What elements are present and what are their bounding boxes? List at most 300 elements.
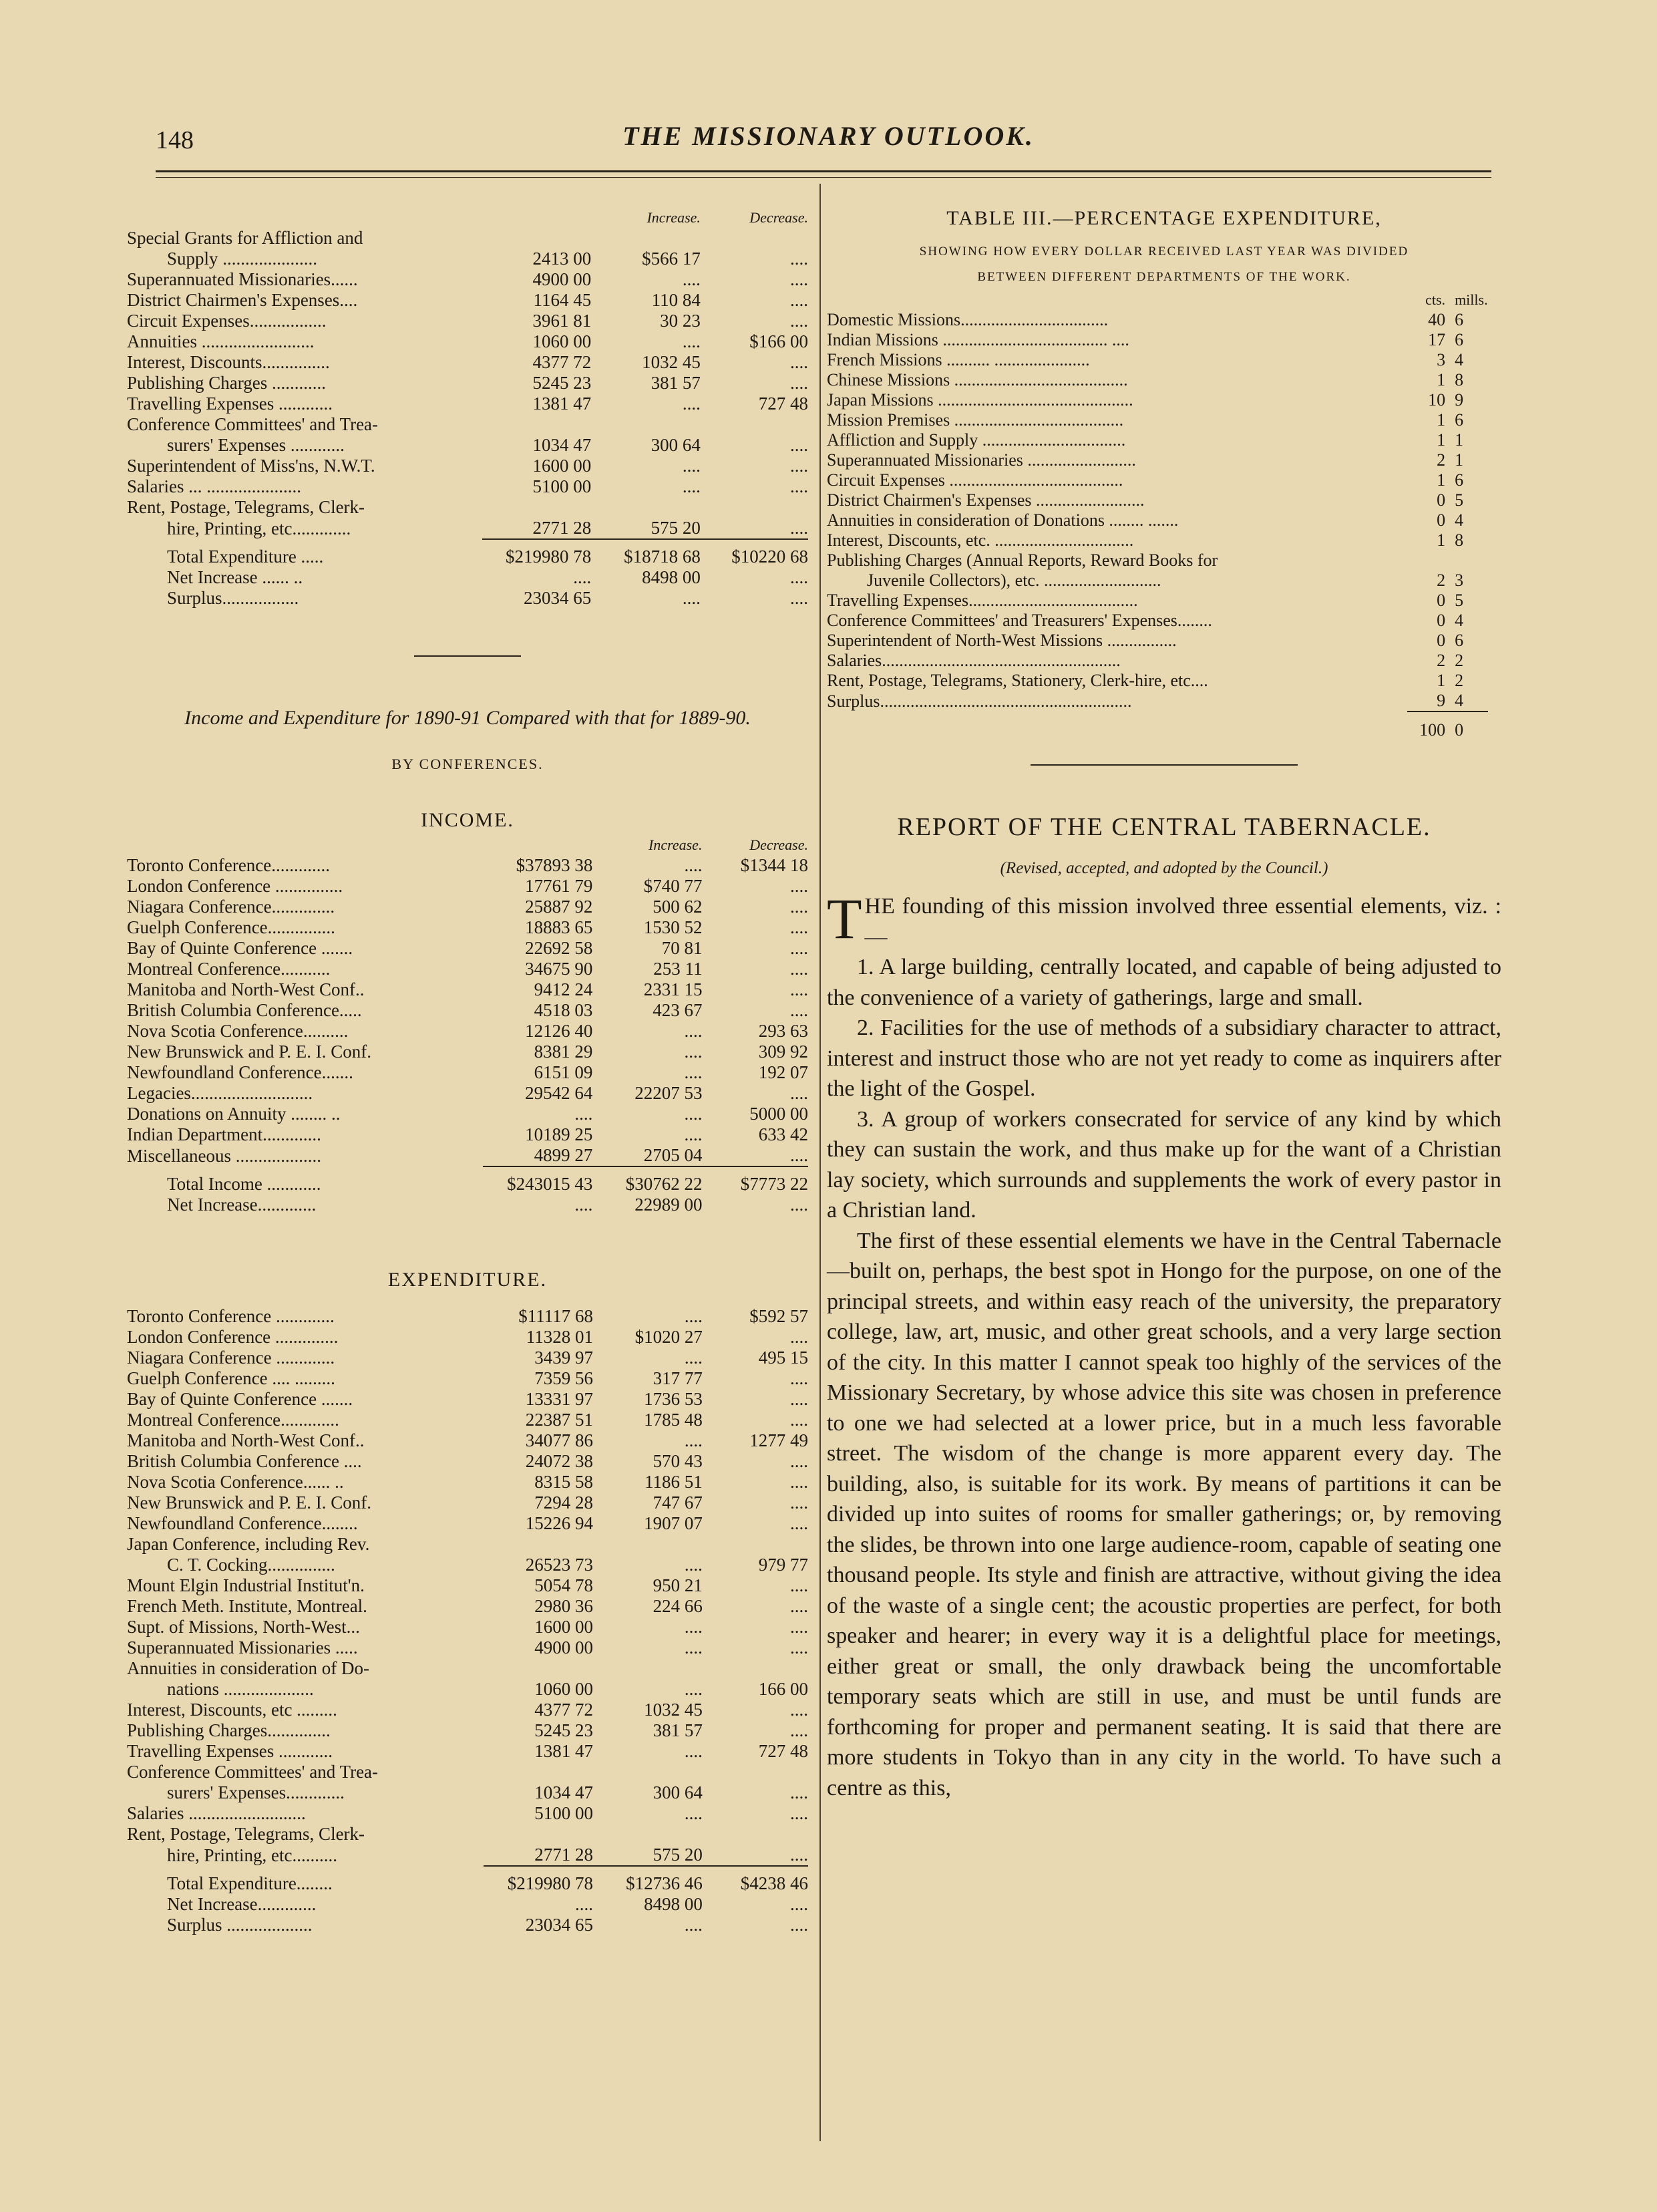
row-label: Conference Committees' and Trea- bbox=[127, 414, 379, 434]
decrease-cell: .... bbox=[790, 959, 808, 979]
increase-cell bbox=[613, 1824, 716, 1845]
report-paragraph-5: The first of these essential elements we have in the Central Tabernacle—built on, perhaps, the best spot in Hongo for the purpose, on one of the principal streets, and within easy reach of the university, the preparatory college, law, art, music, and other great schools, and a very large section of the city. In this matter I cannot speak too highly of the services of the Missionary Secretary, by whose advice this site was chosen in preference to one we had selected at a lower price, but in a much less favorable street. The wisdom of the change is more apparent every day. The building, also, is suitable for its work. By means of partitions it can be divided up into suites of rooms for smaller gatherings; or, by removing the slides, be thrown into one large audience-room, capable of seating one thousand people. Its style and finish are attractive, without giving the idea of the waste of a single cent; the acoustic properties are perfect, for both speaker and hearer; in every way it is a delightful place for meetings, either great or small, the only drawback being the uncomfortable temporary seats which are still in use, and must be until funds are forthcoming for proper and permanent seating. It is said that there are more students in Tokyo than in any city in the world. To have such a centre as this, bbox=[827, 1228, 1501, 1800]
table-row bbox=[127, 228, 808, 249]
increase-cell: 570 43 bbox=[653, 1451, 703, 1471]
amount-cell: 8315 58 bbox=[534, 1472, 593, 1492]
decrease-cell bbox=[714, 497, 808, 518]
table-row bbox=[127, 1083, 808, 1104]
expenditure-table bbox=[127, 1306, 808, 1935]
increase-cell: 317 77 bbox=[653, 1368, 703, 1388]
increase-cell: 253 11 bbox=[653, 959, 703, 979]
total-row bbox=[127, 588, 808, 609]
increase-cell: .... bbox=[684, 1741, 703, 1761]
decrease-cell: .... bbox=[790, 1410, 808, 1430]
decrease-cell: .... bbox=[790, 269, 808, 289]
decrease-cell: $10220 68 bbox=[714, 539, 808, 567]
mills-cell: 4 bbox=[1455, 350, 1464, 369]
mills-cell: 1 bbox=[1455, 450, 1464, 470]
increase-cell: 30 23 bbox=[660, 311, 701, 331]
increase-cell: .... bbox=[684, 1021, 703, 1041]
table3-subtitle-2: BETWEEN DIFFERENT DEPARTMENTS OF THE WORK. bbox=[977, 270, 1351, 284]
mills-cell: 5 bbox=[1455, 490, 1464, 510]
amount-cell: 7359 56 bbox=[534, 1368, 593, 1388]
decrease-cell: .... bbox=[790, 1145, 808, 1165]
amount-cell bbox=[482, 414, 611, 435]
column-header-row bbox=[127, 834, 808, 855]
table-row bbox=[827, 410, 1488, 430]
increase-header: Increase. bbox=[647, 209, 701, 226]
report-subtitle: (Revised, accepted, and adopted by the Council.) bbox=[1000, 859, 1328, 877]
table-row bbox=[127, 1513, 808, 1534]
row-label: Juvenile Collectors), etc. ........................... bbox=[867, 571, 1161, 590]
cents-cell: 40 bbox=[1428, 310, 1446, 329]
amount-cell: 1600 00 bbox=[532, 456, 592, 476]
cents-cell: 0 bbox=[1437, 490, 1446, 510]
increase-cell: .... bbox=[684, 1803, 703, 1823]
decrease-cell: 166 00 bbox=[758, 1679, 808, 1699]
amount-cell: $243015 43 bbox=[483, 1166, 612, 1195]
amount-cell: 2413 00 bbox=[532, 249, 592, 269]
row-label: Superannuated Missionaries ..... bbox=[127, 1637, 358, 1657]
section-divider bbox=[414, 655, 521, 657]
row-label: French Meth. Institute, Montreal. bbox=[127, 1596, 367, 1616]
decrease-cell: 192 07 bbox=[758, 1062, 808, 1082]
amount-cell: 23034 65 bbox=[525, 1915, 593, 1935]
increase-cell: 2331 15 bbox=[643, 979, 703, 999]
row-label: Travelling Expenses ............ bbox=[127, 1741, 333, 1761]
amount-cell: $219980 78 bbox=[484, 1866, 613, 1894]
amount-cell: 25887 92 bbox=[525, 897, 593, 917]
decrease-cell bbox=[714, 228, 808, 249]
increase-cell: .... bbox=[682, 331, 701, 351]
amount-cell: 2771 28 bbox=[534, 1845, 593, 1865]
table-row bbox=[127, 331, 808, 352]
row-label: Indian Missions ...................................... .... bbox=[827, 330, 1129, 349]
increase-cell: .... bbox=[684, 1062, 703, 1082]
amount-cell: 29542 64 bbox=[525, 1083, 593, 1103]
amount-cell: .... bbox=[573, 567, 592, 587]
cents-header: cts. bbox=[1425, 291, 1446, 308]
table-row bbox=[127, 1124, 808, 1145]
comparison-caption: Income and Expenditure for 1890-91 Compared with that for 1889-90. bbox=[184, 707, 751, 729]
decrease-cell: .... bbox=[790, 1368, 808, 1388]
increase-cell: .... bbox=[684, 1915, 703, 1935]
cents-cell: 1 bbox=[1437, 470, 1446, 490]
increase-cell: $30762 22 bbox=[612, 1166, 715, 1195]
row-label: Surplus.......................................................... bbox=[827, 691, 1132, 711]
amount-cell: 34077 86 bbox=[525, 1430, 593, 1450]
row-label: Superintendent of North-West Missions ................ bbox=[827, 631, 1177, 650]
increase-cell: .... bbox=[684, 1430, 703, 1450]
amount-cell: 18883 65 bbox=[525, 917, 593, 937]
cents-cell: 10 bbox=[1428, 390, 1446, 410]
decrease-cell: $166 00 bbox=[749, 331, 808, 351]
row-label: Total Expenditure ..... bbox=[167, 546, 324, 567]
row-label: Domestic Missions.................................. bbox=[827, 310, 1109, 329]
table-row bbox=[827, 611, 1488, 631]
increase-cell bbox=[613, 1658, 716, 1679]
right-column bbox=[827, 207, 1501, 1803]
row-label: Superannuated Missionaries ......................... bbox=[827, 450, 1136, 470]
amount-cell: 11328 01 bbox=[526, 1327, 593, 1347]
table-row bbox=[127, 311, 808, 331]
decrease-cell: .... bbox=[790, 979, 808, 999]
table-row bbox=[127, 1492, 808, 1513]
table-row bbox=[127, 1062, 808, 1083]
amount-cell: 8381 29 bbox=[534, 1042, 593, 1062]
row-label: Newfoundland Conference........ bbox=[127, 1513, 358, 1533]
total-row bbox=[127, 567, 808, 588]
amount-cell: 5245 23 bbox=[534, 1720, 593, 1740]
increase-cell: $1020 27 bbox=[634, 1327, 703, 1347]
table-row bbox=[127, 1042, 808, 1062]
total-cents: 100 bbox=[1407, 712, 1455, 740]
cents-cell bbox=[1407, 550, 1455, 571]
table-row bbox=[827, 430, 1488, 450]
row-label: District Chairmen's Expenses.... bbox=[127, 290, 358, 310]
total-row bbox=[127, 1195, 808, 1215]
mills-cell: 6 bbox=[1455, 470, 1464, 490]
row-label: Rent, Postage, Telegrams, Clerk- bbox=[127, 497, 365, 517]
increase-cell bbox=[611, 497, 714, 518]
table-row bbox=[827, 671, 1488, 691]
mills-cell: 9 bbox=[1455, 390, 1464, 410]
row-label: Guelph Conference............... bbox=[127, 917, 335, 937]
table-row bbox=[127, 1368, 808, 1389]
table-row bbox=[127, 1741, 808, 1762]
row-label: Net Increase............. bbox=[167, 1195, 317, 1215]
section-divider bbox=[1031, 764, 1298, 766]
table-row bbox=[127, 855, 808, 876]
increase-cell: .... bbox=[684, 1679, 703, 1699]
decrease-cell: 979 77 bbox=[758, 1555, 808, 1575]
row-label: Donations on Annuity ........ .. bbox=[127, 1104, 341, 1124]
table-row bbox=[127, 917, 808, 938]
amount-cell: 1381 47 bbox=[534, 1741, 593, 1761]
row-label: Affliction and Supply ................................. bbox=[827, 430, 1126, 450]
top-expenditure-table bbox=[127, 207, 808, 609]
row-label: Conference Committees' and Trea- bbox=[127, 1762, 379, 1782]
mills-cell: 1 bbox=[1455, 430, 1464, 450]
row-label: Superintendent of Miss'ns, N.W.T. bbox=[127, 456, 375, 476]
mills-cell: 4 bbox=[1455, 611, 1464, 630]
row-label: New Brunswick and P. E. I. Conf. bbox=[127, 1492, 371, 1513]
mills-cell: 8 bbox=[1455, 370, 1464, 389]
increase-cell: 1032 45 bbox=[644, 1700, 703, 1720]
decrease-cell: .... bbox=[790, 1000, 808, 1020]
amount-cell: 2980 36 bbox=[534, 1596, 593, 1616]
decrease-cell bbox=[714, 414, 808, 435]
amount-cell: 3961 81 bbox=[532, 311, 592, 331]
table-row bbox=[827, 530, 1488, 550]
decrease-cell: 495 15 bbox=[758, 1348, 808, 1368]
mills-cell: 4 bbox=[1455, 510, 1464, 530]
table-row bbox=[827, 310, 1488, 330]
table-row bbox=[827, 470, 1488, 490]
row-label: Rent, Postage, Telegrams, Stationery, Clerk-hire, etc.... bbox=[827, 671, 1208, 690]
drop-cap: T bbox=[827, 887, 862, 951]
table-row bbox=[127, 1555, 808, 1575]
decrease-cell bbox=[716, 1824, 808, 1845]
row-label: British Columbia Conference..... bbox=[127, 1000, 362, 1020]
decrease-cell: .... bbox=[790, 876, 808, 896]
decrease-cell: 1277 49 bbox=[749, 1430, 808, 1450]
left-column bbox=[127, 207, 808, 1935]
amount-cell: 1164 45 bbox=[533, 290, 592, 310]
table-row bbox=[127, 352, 808, 373]
amount-cell: 4900 00 bbox=[532, 269, 592, 289]
mills-cell: 2 bbox=[1455, 671, 1464, 690]
cents-cell: 2 bbox=[1437, 571, 1446, 590]
increase-cell bbox=[611, 414, 714, 435]
amount-cell: 1034 47 bbox=[532, 435, 592, 455]
amount-cell: 1060 00 bbox=[532, 331, 592, 351]
row-label: Niagara Conference ............. bbox=[127, 1348, 335, 1368]
decrease-cell: .... bbox=[790, 1327, 808, 1347]
row-label: Circuit Expenses ........................................ bbox=[827, 470, 1123, 490]
increase-cell: 22207 53 bbox=[634, 1083, 703, 1103]
table-row bbox=[127, 1451, 808, 1472]
total-row bbox=[827, 712, 1488, 740]
row-label: Publishing Charges (Annual Reports, Reward Books for bbox=[827, 550, 1218, 570]
table-row bbox=[127, 1596, 808, 1617]
row-label: hire, Printing, etc............. bbox=[167, 518, 351, 538]
total-row bbox=[127, 539, 808, 567]
row-label: Superannuated Missionaries...... bbox=[127, 269, 358, 289]
decrease-cell bbox=[716, 1658, 808, 1679]
increase-cell: 300 64 bbox=[651, 435, 701, 455]
amount-cell: 1034 47 bbox=[534, 1782, 593, 1802]
table-row bbox=[827, 571, 1488, 591]
decrease-cell: .... bbox=[790, 373, 808, 393]
total-row bbox=[127, 1166, 808, 1195]
row-label: Salaries .......................... bbox=[127, 1803, 306, 1823]
table-row bbox=[827, 691, 1488, 712]
amount-cell: 34675 90 bbox=[525, 959, 593, 979]
decrease-cell: .... bbox=[790, 1492, 808, 1513]
row-label: Bay of Quinte Conference ....... bbox=[127, 938, 353, 958]
amount-cell: 5054 78 bbox=[534, 1575, 593, 1595]
decrease-cell: 727 48 bbox=[758, 1741, 808, 1761]
total-row bbox=[127, 1866, 808, 1894]
amount-cell: 22387 51 bbox=[525, 1410, 593, 1430]
table-row bbox=[827, 370, 1488, 390]
increase-cell: 1907 07 bbox=[644, 1513, 703, 1533]
row-label: surers' Expenses ............ bbox=[167, 435, 345, 455]
increase-cell: $18718 68 bbox=[611, 539, 714, 567]
table-row bbox=[127, 1824, 808, 1845]
amount-cell: 13331 97 bbox=[525, 1389, 593, 1409]
increase-cell: .... bbox=[684, 855, 703, 875]
row-label: Mount Elgin Industrial Institut'n. bbox=[127, 1575, 365, 1595]
increase-cell: .... bbox=[682, 393, 701, 414]
amount-cell: 26523 73 bbox=[525, 1555, 593, 1575]
amount-cell: 5245 23 bbox=[532, 373, 592, 393]
amount-cell: .... bbox=[574, 1195, 593, 1215]
decrease-cell: .... bbox=[790, 1720, 808, 1740]
table-row bbox=[127, 1637, 808, 1658]
total-row bbox=[127, 1894, 808, 1915]
row-label: Salaries ... ..................... bbox=[127, 476, 301, 496]
amount-cell bbox=[484, 1824, 613, 1845]
increase-cell: .... bbox=[684, 1637, 703, 1657]
mills-cell: 4 bbox=[1455, 691, 1464, 710]
header-rule bbox=[156, 170, 1491, 172]
row-label: District Chairmen's Expenses ......................... bbox=[827, 490, 1145, 510]
mills-cell: 5 bbox=[1455, 591, 1464, 610]
page-header bbox=[0, 0, 1657, 200]
total-mills: 0 bbox=[1455, 712, 1488, 740]
increase-cell: .... bbox=[682, 588, 701, 608]
mills-cell: 6 bbox=[1455, 631, 1464, 650]
increase-cell: .... bbox=[684, 1306, 703, 1326]
row-label: Miscellaneous ................... bbox=[127, 1146, 321, 1166]
amount-cell: 5100 00 bbox=[534, 1803, 593, 1823]
increase-cell: 381 57 bbox=[653, 1720, 703, 1740]
row-label: Japan Missions ............................................. bbox=[827, 390, 1133, 410]
decrease-cell: .... bbox=[790, 1195, 808, 1215]
increase-cell bbox=[611, 228, 714, 249]
row-label: Salaries....................................................... bbox=[827, 651, 1121, 670]
increase-cell: 950 21 bbox=[653, 1575, 703, 1595]
increase-cell: $566 17 bbox=[642, 249, 701, 269]
decrease-cell: .... bbox=[790, 456, 808, 476]
table-row bbox=[127, 1720, 808, 1741]
table-row bbox=[827, 591, 1488, 611]
increase-cell: 8498 00 bbox=[644, 1894, 703, 1914]
table-row bbox=[127, 1700, 808, 1720]
cents-cell: 1 bbox=[1437, 410, 1446, 430]
table-row bbox=[127, 1104, 808, 1124]
units-row bbox=[827, 290, 1488, 310]
table-row bbox=[127, 1430, 808, 1451]
table-row bbox=[127, 1534, 808, 1555]
decrease-cell: .... bbox=[790, 1617, 808, 1637]
decrease-cell: .... bbox=[790, 567, 808, 587]
amount-cell: 6151 09 bbox=[534, 1062, 593, 1082]
decrease-cell: 293 63 bbox=[758, 1021, 808, 1041]
amount-cell: 7294 28 bbox=[534, 1492, 593, 1513]
row-label: Legacies........................... bbox=[127, 1083, 313, 1103]
row-label: Circuit Expenses................. bbox=[127, 311, 327, 331]
increase-cell: 423 67 bbox=[653, 1000, 703, 1020]
increase-cell: 381 57 bbox=[651, 373, 701, 393]
increase-cell bbox=[613, 1762, 716, 1782]
table-row bbox=[127, 1410, 808, 1430]
decrease-cell: .... bbox=[790, 1845, 808, 1865]
row-label: Surplus................. bbox=[167, 588, 299, 608]
amount-cell bbox=[484, 1534, 613, 1555]
page-number: 148 bbox=[156, 126, 194, 154]
row-label: Guelph Conference .... ......... bbox=[127, 1368, 335, 1388]
row-label: London Conference ............... bbox=[127, 876, 343, 896]
table-row bbox=[827, 550, 1488, 571]
decrease-cell: .... bbox=[790, 897, 808, 917]
row-label: surers' Expenses............. bbox=[167, 1782, 345, 1802]
increase-cell: 2705 04 bbox=[643, 1145, 703, 1165]
row-label: C. T. Cocking............... bbox=[167, 1555, 335, 1575]
expenditure-heading: EXPENDITURE. bbox=[387, 1269, 548, 1291]
increase-cell: 110 84 bbox=[651, 290, 701, 310]
mills-cell: 6 bbox=[1455, 410, 1464, 430]
decrease-cell: .... bbox=[790, 290, 808, 310]
row-label: Special Grants for Affliction and bbox=[127, 228, 363, 248]
increase-cell: 300 64 bbox=[653, 1782, 703, 1802]
table-row bbox=[127, 435, 808, 456]
row-label: Conference Committees' and Treasurers' Expenses........ bbox=[827, 611, 1212, 630]
row-label bbox=[827, 712, 1407, 740]
total-row bbox=[127, 1915, 808, 1935]
amount-cell: $11117 68 bbox=[518, 1306, 593, 1326]
cents-cell: 0 bbox=[1437, 591, 1446, 610]
table3-subtitle-1: SHOWING HOW EVERY DOLLAR RECEIVED LAST YEAR WAS DIVIDED bbox=[919, 245, 1409, 259]
table-row bbox=[127, 476, 808, 497]
table-row bbox=[127, 1845, 808, 1866]
mills-cell: 2 bbox=[1455, 651, 1464, 670]
header-rule-thin bbox=[156, 177, 1491, 178]
amount-cell: 22692 58 bbox=[525, 938, 593, 958]
row-label: Toronto Conference ............. bbox=[127, 1306, 335, 1326]
table-row bbox=[827, 631, 1488, 651]
report-paragraph-2: 1. A large building, centrally located, and capable of being adjusted to the convenience of a variety of gatherings, large and small. bbox=[827, 955, 1501, 1010]
row-label: Surplus ................... bbox=[167, 1915, 313, 1935]
decrease-cell: .... bbox=[790, 435, 808, 455]
mills-header: mills. bbox=[1455, 291, 1488, 308]
amount-cell: 15226 94 bbox=[525, 1513, 593, 1533]
report-paragraph-1: THE founding of this mission involved three essential elements, viz. :— bbox=[827, 887, 1501, 951]
row-label: Montreal Conference............. bbox=[127, 1410, 339, 1430]
row-label: Annuities in consideration of Donations ........ ....... bbox=[827, 510, 1179, 530]
row-label: Montreal Conference........... bbox=[127, 959, 331, 979]
row-label: Net Increase............. bbox=[167, 1894, 317, 1914]
row-label: Interest, Discounts............... bbox=[127, 352, 330, 372]
decrease-cell: .... bbox=[790, 1915, 808, 1935]
increase-cell: 500 62 bbox=[653, 897, 703, 917]
table-row bbox=[127, 959, 808, 979]
amount-cell: 5100 00 bbox=[532, 476, 592, 496]
decrease-cell: .... bbox=[790, 917, 808, 937]
row-label: Total Expenditure........ bbox=[167, 1873, 333, 1893]
row-label: Annuities in consideration of Do- bbox=[127, 1658, 369, 1678]
income-heading: INCOME. bbox=[421, 809, 514, 831]
cents-cell: 0 bbox=[1437, 631, 1446, 650]
amount-cell: 9412 24 bbox=[534, 979, 593, 999]
amount-cell: 4899 27 bbox=[534, 1145, 593, 1165]
cents-cell: 0 bbox=[1437, 510, 1446, 530]
decrease-cell: .... bbox=[790, 518, 808, 538]
table-row bbox=[127, 1021, 808, 1042]
increase-cell bbox=[613, 1534, 716, 1555]
table-row bbox=[127, 1472, 808, 1492]
increase-cell: 1186 51 bbox=[645, 1472, 703, 1492]
amount-cell: 1060 00 bbox=[534, 1679, 593, 1699]
table-row bbox=[127, 393, 808, 414]
decrease-cell: .... bbox=[790, 1575, 808, 1595]
amount-cell: 4518 03 bbox=[534, 1000, 593, 1020]
table-row bbox=[127, 1145, 808, 1166]
table-row bbox=[827, 330, 1488, 350]
amount-cell: 10189 25 bbox=[525, 1124, 593, 1144]
increase-cell: .... bbox=[684, 1104, 703, 1124]
amount-cell: 23034 65 bbox=[524, 588, 592, 608]
mills-cell: 3 bbox=[1455, 571, 1464, 590]
table-row bbox=[127, 373, 808, 393]
mills-cell bbox=[1455, 550, 1488, 571]
row-label: Interest, Discounts, etc ......... bbox=[127, 1700, 337, 1720]
decrease-cell: .... bbox=[790, 1803, 808, 1823]
table-row bbox=[127, 876, 808, 897]
amount-cell: 12126 40 bbox=[525, 1021, 593, 1041]
